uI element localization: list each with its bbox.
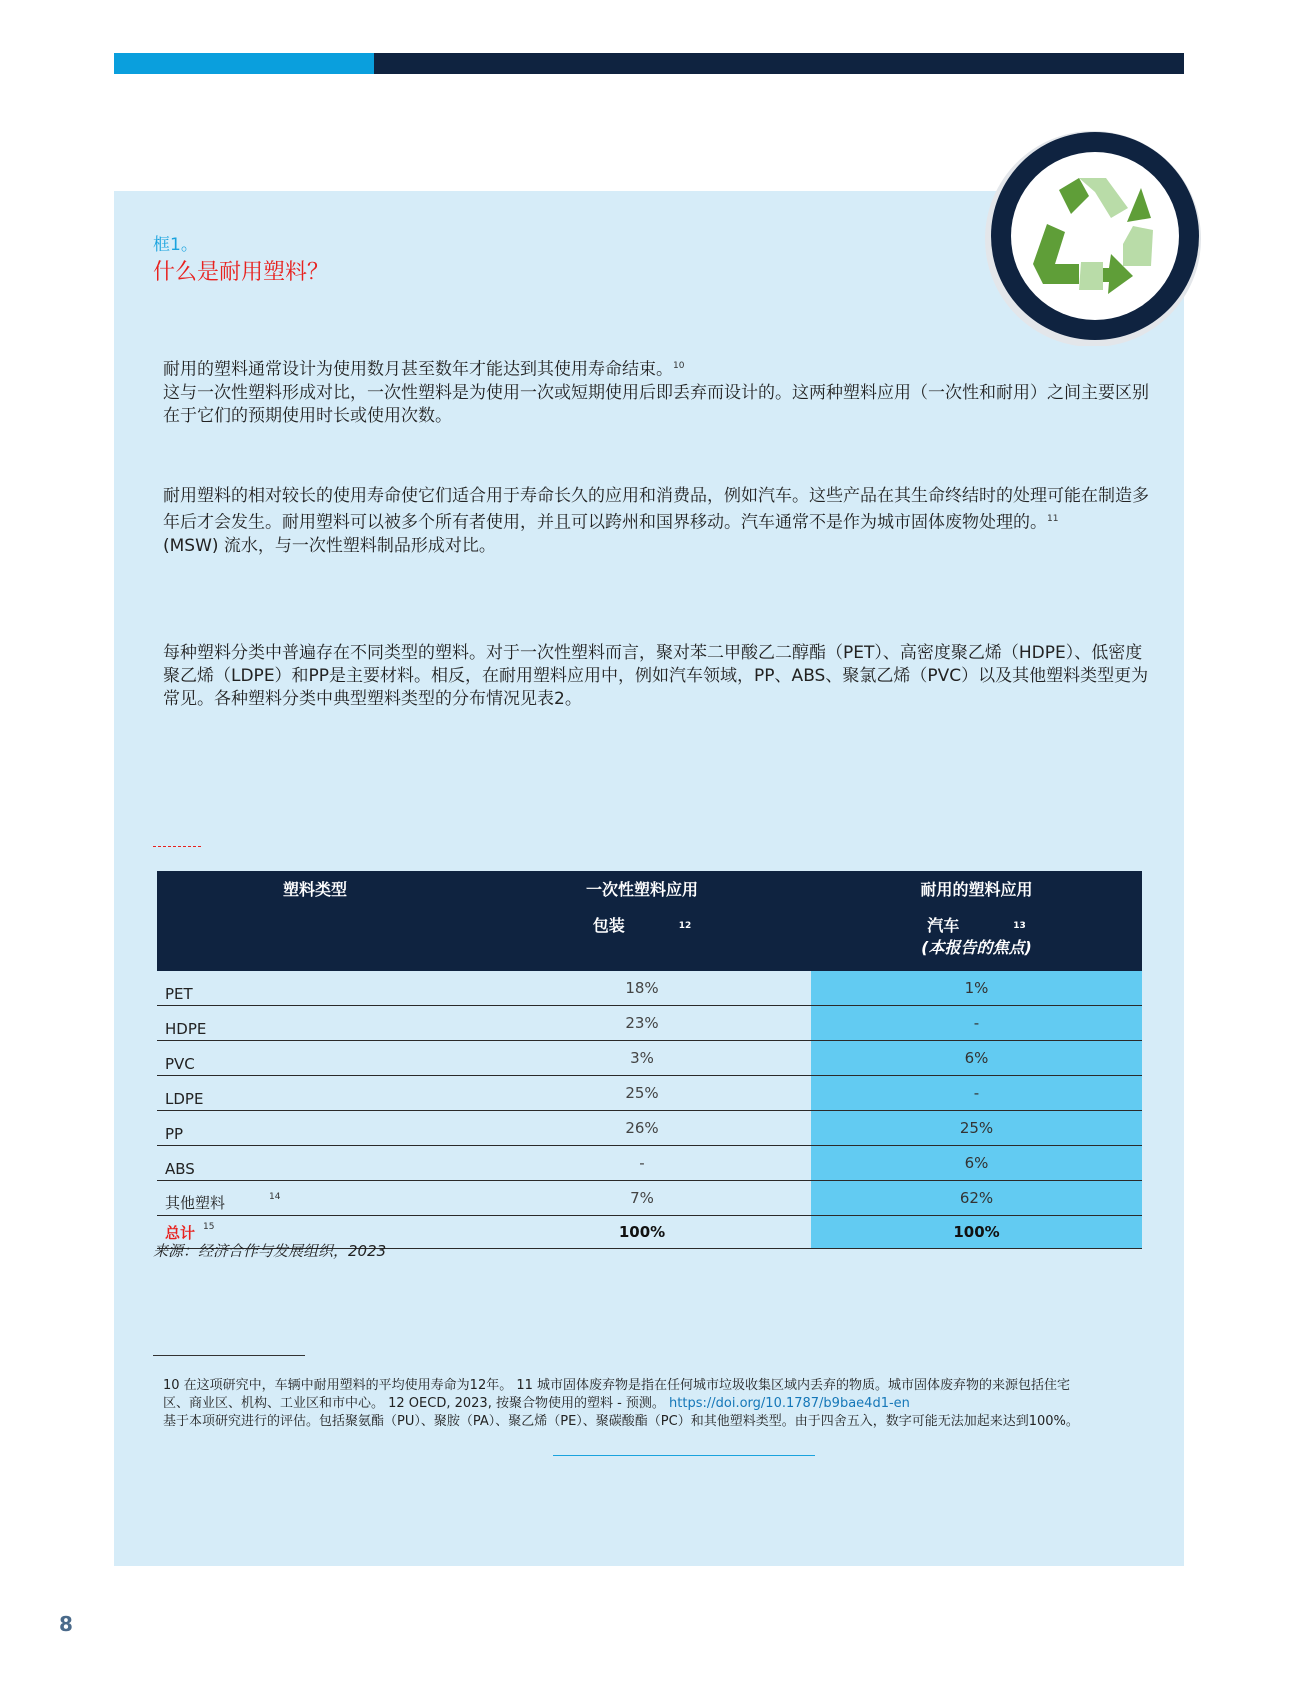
footnote-ref-13: 13 — [1013, 921, 1026, 931]
header-durable: 耐用的塑料应用 — [811, 871, 1142, 905]
footnote-ref-10: 10 — [673, 361, 685, 371]
row-single-value: - — [473, 1146, 811, 1181]
header-automotive-label: 汽车 — [927, 916, 960, 935]
row-durable-value: 6% — [811, 1146, 1142, 1181]
plastic-types-table — [157, 871, 1142, 1249]
table-row — [157, 1111, 1142, 1146]
row-single-value: 18% — [473, 971, 811, 1006]
box-label: 框1。 — [153, 235, 198, 255]
paragraph-2 — [163, 485, 1153, 558]
row-durable-value: 25% — [811, 1111, 1142, 1146]
row-durable-value: - — [811, 1006, 1142, 1041]
header-packaging-label: 包装 — [592, 916, 625, 935]
footnote-ref-15: 15 — [203, 1221, 215, 1232]
footnote-ref-12: 12 — [678, 921, 692, 931]
table-row — [157, 1181, 1142, 1216]
footnotes-text-b: 基于本项研究进行的评估。包括聚氨酯（PU）、聚胺（PA）、聚乙烯（PE）、聚碳酸酯（PC）和其他塑料类型。由于四舍五入，数字可能无法加起来达到100%。 — [163, 1414, 1079, 1429]
table-row — [157, 1006, 1142, 1041]
row-type: HDPE — [165, 1020, 207, 1038]
header-automotive — [811, 905, 1142, 971]
row-single-value: 26% — [473, 1111, 811, 1146]
table-row — [157, 1076, 1142, 1111]
row-durable-value: 6% — [811, 1041, 1142, 1076]
header-single-use: 一次性塑料应用 — [473, 871, 811, 905]
paragraph-3: 每种塑料分类中普遍存在不同类型的塑料。对于一次性塑料而言，聚对苯二甲酸乙二醇酯（PET）、高密度聚乙烯（HDPE）、低密度聚乙烯（LDPE）和PP是主要材料。相反，在耐用塑料应用中，例如汽车领域，PP、ABS、聚氯乙烯（PVC）以及其他塑料类型更为常见。各种塑料分类中典型塑料类型的分布情况见表2。 — [163, 643, 1149, 709]
table-row — [157, 971, 1142, 1006]
row-durable-value: - — [811, 1076, 1142, 1111]
total-single-value: 100% — [473, 1216, 811, 1249]
divider-mark — [153, 846, 201, 849]
total-durable-value: 100% — [811, 1216, 1142, 1249]
doi-link[interactable]: https://doi.org/10.1787/b9bae4d1-en — [669, 1396, 910, 1411]
top-bar-accent — [114, 53, 374, 74]
row-type: LDPE — [165, 1090, 204, 1108]
footnote-ref-11: 11 — [1047, 514, 1059, 524]
recycle-icon — [983, 126, 1203, 346]
row-type: 其他塑料 — [165, 1194, 226, 1212]
table-row — [157, 1146, 1142, 1181]
header-empty — [157, 905, 473, 971]
box-title: 什么是耐用塑料？ — [153, 260, 330, 285]
footnotes-text-a: 10 在这项研究中，车辆中耐用塑料的平均使用寿命为12年。 11 城市固体废弃物是指在任何城市垃圾收集区域内丢弃的物质。城市固体废弃物的来源包括住宅区、商业区、机构、工业区和市中心。 12 OECD, 2023, 按聚合物使用的塑料 - 预测。 — [163, 1378, 1071, 1411]
row-type: PP — [165, 1125, 184, 1143]
row-type: PVC — [165, 1055, 195, 1073]
paragraph-2-text-a: 耐用塑料的相对较长的使用寿命使它们适合用于寿命长久的应用和消费品，例如汽车。这些产品在其生命终结时的处理可能在制造多年后才会发生。耐用塑料可以被多个所有者使用，并且可以跨州和国界移动。汽车通常不是作为城市固体废物处理的。 — [163, 486, 1149, 533]
table-row — [157, 1041, 1142, 1076]
row-single-value: 7% — [473, 1181, 811, 1216]
paragraph-2-text-b: (MSW) 流水，与一次性塑料制品形成对比。 — [163, 535, 496, 556]
row-durable-value: 1% — [811, 971, 1142, 1006]
row-single-value: 23% — [473, 1006, 811, 1041]
page-number: 8 — [59, 1612, 73, 1636]
paragraph-1-text-a: 耐用的塑料通常设计为使用数月甚至数年才能达到其使用寿命结束。 — [163, 359, 673, 380]
footnote-divider — [153, 1355, 305, 1356]
row-single-value: 3% — [473, 1041, 811, 1076]
row-durable-value: 62% — [811, 1181, 1142, 1216]
footnotes — [163, 1377, 1093, 1431]
total-label: 总计 — [165, 1223, 196, 1242]
paragraph-1 — [163, 355, 1153, 428]
source-note: 来源：经济合作与发展组织，2023 — [153, 1242, 387, 1260]
row-type: ABS — [165, 1160, 195, 1178]
top-bar — [114, 53, 1184, 74]
header-plastic-type: 塑料类型 — [157, 871, 473, 905]
header-packaging — [473, 905, 811, 971]
row-single-value: 25% — [473, 1076, 811, 1111]
header-automotive-note: (本报告的焦点) — [921, 938, 1032, 957]
paragraph-1-text-b: 这与一次性塑料形成对比，一次性塑料是为使用一次或短期使用后即丢弃而设计的。这两种塑料应用（一次性和耐用）之间主要区别在于它们的预期使用时长或使用次数。 — [163, 382, 1149, 426]
footnote-ref-14: 14 — [269, 1192, 281, 1202]
link-underline — [553, 1455, 815, 1456]
row-type: PET — [165, 985, 193, 1003]
